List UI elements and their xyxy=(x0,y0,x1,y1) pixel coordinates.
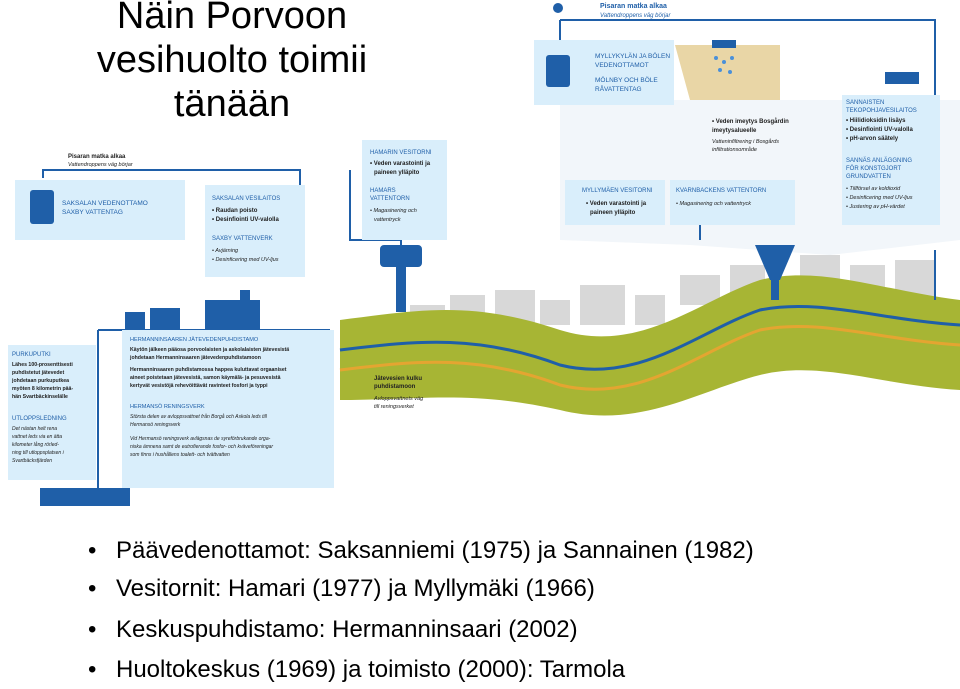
top-label-fi: Pisaran matka alkaa xyxy=(600,3,667,10)
herm-line-11: niska ämnena samt de eutrofierande fosfor- och kväveföreningar xyxy=(130,444,274,450)
purku-line-8: Det nästan helt rena xyxy=(12,426,58,432)
purku-line-2: Lähes 100-prosenttisesti xyxy=(12,362,73,368)
myllymaki-box xyxy=(565,180,665,225)
sand-area xyxy=(675,45,780,100)
saksala-waterworks-box xyxy=(205,185,305,277)
saksala-laitos-line-3: • Desinfiointi UV-valolla xyxy=(212,217,279,223)
imeytys-line-3: Vatteninfiltrering i Bosgårds xyxy=(712,139,780,145)
hamari-water-tower xyxy=(380,245,422,312)
sannainen-line-7: FÖR KONSTGJORT xyxy=(846,166,902,172)
hamari-line-1: HAMARIN VESITORNI xyxy=(370,150,432,156)
purku-line-6: hän Svartbäckinselälle xyxy=(12,394,68,400)
hamari-line-5: VATTENTORN xyxy=(370,196,410,202)
purku-line-12: Svartbäcksfjärden xyxy=(12,458,53,464)
title-line-1: Näin Porvoon xyxy=(116,0,348,37)
myllykyla-line-3: MÖLNBY OCH BÖLE xyxy=(595,77,658,84)
myllykyla-line-4: RÅVATTENTAG xyxy=(595,86,642,93)
herm-line-1: HERMANNINSAAREN JÄTEVEDENPUHDISTAMO xyxy=(130,337,259,343)
imeytys-line-1: • Veden imeytys Bosgårdin xyxy=(712,119,789,125)
saksala-laitos-line-6: • Desinficering med UV-ljus xyxy=(212,257,279,263)
jatevesi-line-4: till reningsverket xyxy=(374,404,414,410)
purku-line-11: ning till utloppsplatsen i xyxy=(12,450,64,456)
bullet-item: • Huoltokeskus (1969) ja toimisto (2000): Tarmola xyxy=(88,656,626,683)
purkuputki-box xyxy=(8,345,96,480)
kvarnbacken-line-1: KVARNBACKENS VATTENTORN xyxy=(676,188,767,194)
sannainen-line-10: • Desinficering med UV-ljus xyxy=(846,195,913,201)
herm-line-2: Käytön jälkeen pääosa porvoolaisten ja askolalaisten jätevesistä xyxy=(130,347,290,353)
imeytys-line-4: infiltrationsområde xyxy=(712,147,757,153)
bullet-item: • Päävedenottamot: Saksanniemi (1975) ja Sannainen (1982) xyxy=(88,537,754,564)
hamari-line-6: • Magasinering och xyxy=(370,208,417,214)
herm-line-4: Hermanninsaaren puhdistamossa happea kuluttavat orgaaniset xyxy=(130,367,287,373)
title-line-3: tänään xyxy=(173,83,291,125)
sannainen-line-1: SANNAISTEN xyxy=(846,100,885,106)
myllymaki-line-2: • Veden varastointi ja xyxy=(586,201,647,207)
herm-line-9: Hermansö reningsverk xyxy=(130,422,181,428)
top-start-label xyxy=(553,3,671,19)
bullet-item: • Vesitornit: Hamari (1977) ja Myllymäki (1966) xyxy=(88,575,595,602)
saksala-laitos-line-5: • Avjärning xyxy=(212,248,239,254)
left-label-fi: Pisaran matka alkaa xyxy=(68,154,126,160)
hamari-box xyxy=(362,140,447,240)
sannainen-plant-icon xyxy=(885,72,919,84)
herm-line-3: johdetaan Hermanninsaaren jätevedenpuhdistamoon xyxy=(130,355,261,361)
top-label-sv: Vattendroppens väg börjar xyxy=(600,13,671,19)
hamari-line-2: • Veden varastointi ja xyxy=(370,161,431,167)
myllykyla-line-2: VEDENOTTAMOT xyxy=(595,62,649,69)
herm-line-8: Största delen av avloppsvattnet från Borgå och Askola leds till xyxy=(130,414,267,420)
herm-line-7: HERMANSÖ RENINGSVERK xyxy=(130,404,205,410)
hamari-line-4: HAMARS xyxy=(370,188,396,194)
purku-line-3: puhdistetut jätevedet xyxy=(12,370,65,376)
sannainen-box xyxy=(842,95,940,225)
saksala-box xyxy=(15,180,185,240)
sannainen-line-3: • Hiilidioksidin lisäys xyxy=(846,118,906,124)
jatevesi-line-3: Avloppsvattnets väg xyxy=(374,396,424,402)
saksala-laitos-line-4: SAXBY VATTENVERK xyxy=(212,236,273,242)
imeytys-line-2: imeytysalueelle xyxy=(712,128,757,134)
kvarnbacken-box xyxy=(670,180,795,225)
purku-line-5: myöten 8 kilometrin pää- xyxy=(12,386,74,392)
left-label-sv: Vattendroppens väg börjar xyxy=(68,162,133,168)
sannainen-line-11: • Justering av pH-värdet xyxy=(846,204,905,210)
herm-line-12: som finns i hushållens toalett- och tvättvatten xyxy=(130,452,230,458)
myllykyla-line-1: MYLLYKYLÄN JA BÖLEN xyxy=(595,53,671,60)
sea-water xyxy=(40,488,130,506)
herm-line-5: aineet poistetaan jätevesistä, samon käymälä- ja pesuvesistä xyxy=(130,375,281,381)
hermanninsaari-box xyxy=(122,330,334,488)
saksala-line-2: SAXBY VATTENTAG xyxy=(62,209,123,216)
sannainen-line-9: • Tillförsel av koldioxid xyxy=(846,186,901,192)
sannainen-line-4: • Desinfiointi UV-valolla xyxy=(846,127,913,133)
kvarnbacken-line-2: • Magasinering och vattentryck xyxy=(676,201,751,207)
saksala-laitos-line-2: • Raudan poisto xyxy=(212,208,258,214)
myllymaki-line-1: MYLLYMÄEN VESITORNI xyxy=(582,188,653,194)
purku-line-1: PURKUPUTKI xyxy=(12,352,51,358)
left-start-label xyxy=(68,154,134,168)
herm-line-6: kertyvät vesistöjä rehevöittävät ravinteet fosfori ja typpi xyxy=(130,383,268,389)
bullet-text: Huoltokeskus (1969) ja toimisto (2000): Tarmola xyxy=(116,656,626,683)
bullet-text: Keskuspuhdistamo: Hermanninsaari (2002) xyxy=(116,616,578,643)
bullet-text: Päävedenottamot: Saksanniemi (1975) ja Sannainen (1982) xyxy=(116,537,754,564)
treatment-plant-icon xyxy=(125,290,260,330)
myllymaki-line-3: paineen ylläpito xyxy=(590,210,636,216)
sannainen-line-6: SANNÄS ANLÄGGNING xyxy=(846,158,913,164)
hamari-line-7: vattentryck xyxy=(374,217,401,223)
sannainen-line-5: • pH-arvon säätely xyxy=(846,136,899,142)
bullet-text: Vesitornit: Hamari (1977) ja Myllymäki (1966) xyxy=(116,575,595,602)
bullet-item: • Keskuspuhdistamo: Hermanninsaari (2002) xyxy=(88,616,578,643)
purku-line-4: johdetaan purkuputkea xyxy=(12,378,70,384)
purku-line-10: kilometer lång rörled- xyxy=(12,442,59,448)
hamari-line-3: paineen ylläpito xyxy=(374,170,420,176)
sannainen-line-2: TEKOPOHJAVESILAITOS xyxy=(846,108,917,114)
jatevesi-line-2: puhdistamoon xyxy=(374,384,416,390)
purku-line-7: UTLOPPSLEDNING xyxy=(12,416,67,422)
title-line-2: vesihuolto toimii xyxy=(96,39,368,81)
herm-line-10: Vid Hermansö reningsverk avlägsnas de syreförbrukande orga- xyxy=(130,436,271,442)
sannainen-line-8: GRUNDVATTEN xyxy=(846,174,891,180)
saksala-line-1: SAKSALAN VEDENOTTAMO xyxy=(62,200,148,207)
saksala-laitos-line-1: SAKSALAN VESILAITOS xyxy=(212,196,281,202)
purku-line-9: vattnet leds via en ätta xyxy=(12,434,63,440)
myllykyla-box xyxy=(534,40,674,105)
jatevesi-line-1: Jätevesien kulku xyxy=(374,376,423,382)
